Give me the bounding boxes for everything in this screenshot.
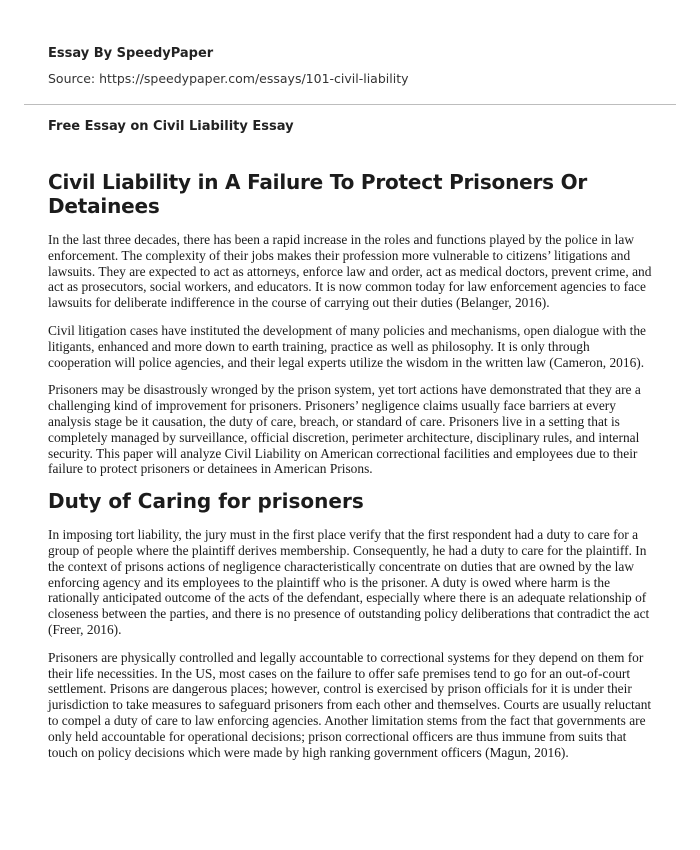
essay-title: Civil Liability in A Failure To Protect Prisoners Or Detainees: [48, 170, 588, 218]
site-header: [48, 0, 652, 86]
section-title: Duty of Caring for prisoners: [48, 489, 364, 514]
header-divider: [24, 104, 676, 105]
essay-paragraph: Civil litigation cases have instituted the development of many policies and mechanisms, open dialogue with the litigants, enhanced and more down to earth training, practice as well as philosophy. It is only through cooperation will police agencies, and their legal experts utilize the wisdom in the written law (Cameron, 2016).: [48, 322, 646, 370]
brand-name: Essay By SpeedyPaper: [48, 46, 214, 61]
source-link[interactable]: Source: https://speedypaper.com/essays/101-civil-liability: [48, 71, 409, 86]
section-paragraph: Prisoners are physically controlled and legally accountable to correctional systems for they depend on them for their life necessities. In the US, most cases on the failure to offer safe premises tend to go for an out-of-court settlement. Prisons are dangerous places; however, control is exercised by prison officials for it is under their jurisdiction to take measures to safeguard prisoners from each other and themselves. Courts are usually reluctant to compel a duty of care to law enforcing agencies. Another limitation stems from the fact that governments are only held accountable for operational decisions; prison correctional officers are thus immune from suits that touch on policy decisions which were made by high ranking government officers (Magun, 2016).: [48, 649, 652, 760]
section-paragraph: In imposing tort liability, the jury must in the first place verify that the first respondent had a duty to care for a group of people where the plaintiff derives membership. Consequently, he had a duty to care for the plaintiff. In the context of prisons actions of negligence characteristically concentrate on duties that are owned by the law enforcing agency and its employees to the plaintiff who is the prisoner. A duty is owed where harm is the rationally anticipated outcome of the acts of the defendant, especially where there is an adequate relationship of closeness between the parties, and there is no presence of outstanding policy deliberations that contradict the act (Freer, 2016).: [48, 527, 650, 637]
essay-paragraph: In the last three decades, there has been a rapid increase in the roles and functions played by the police in law enforcement. The complexity of their jobs makes their profession more vulnerable to citizens’ litigations and lawsuits. They are expected to act as attorneys, enforce law and order, act as medical doctors, prevent crime, and act as prosecutors, social workers, and educators. It is now common today for law enforcement agencies to face lawsuits for deliberate indifference in the course of carrying out their duties (Belanger, 2016).: [48, 232, 652, 311]
essay-paragraph: Prisoners may be disastrously wronged by the prison system, yet tort actions have demonstrated that they are a challenging kind of improvement for prisoners. Prisoners’ negligence claims usually face barriers at every analysis stage be it causation, the duty of care, breach, or standard of care. Prisoners live in a setting that is completely managed by surveillance, official discretion, perimeter architecture, disciplinary rules, and internal security. This paper will analyze Civil Liability on American correctional facilities and employees due to their failure to protect prisoners or detainees in American Prisons.: [48, 382, 641, 477]
free-essay-title: Free Essay on Civil Liability Essay: [48, 119, 294, 134]
